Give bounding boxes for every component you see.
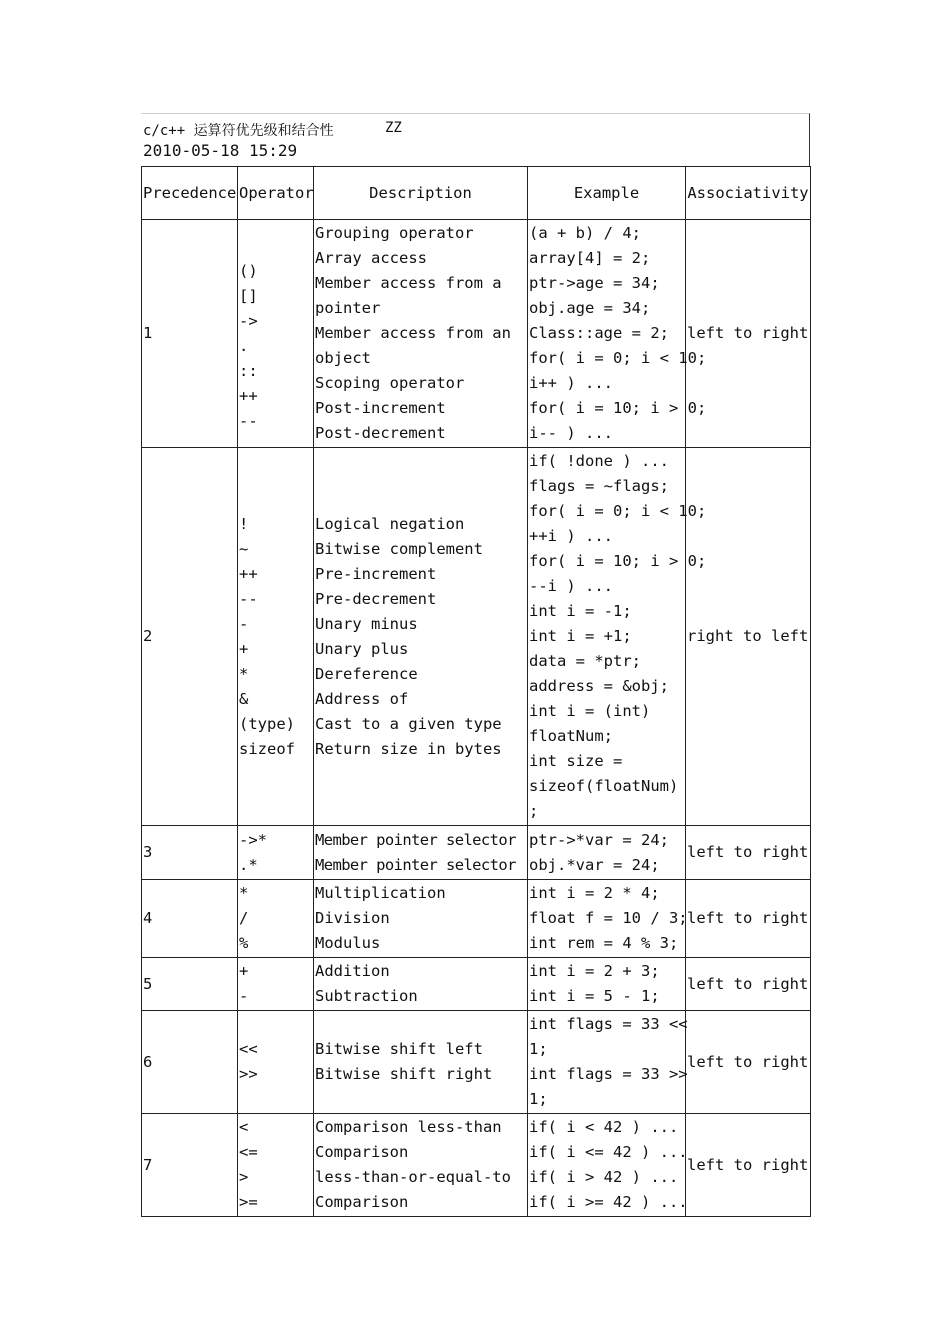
precedence-cell: 7: [142, 1114, 238, 1217]
table-row: [142, 1114, 811, 1217]
operator-cell: () [] -> . :: ++ --: [238, 220, 314, 448]
header-title-line: [143, 120, 402, 140]
description-cell: Addition Subtraction: [314, 958, 528, 1011]
precedence-cell: 5: [142, 958, 238, 1011]
example-cell: int i = 2 * 4; float f = 10 / 3; int rem = 4 % 3;: [528, 880, 686, 958]
operator-cell: + -: [238, 958, 314, 1011]
table-row: [142, 1011, 811, 1114]
description-cell: Member pointer selector Member pointer selector: [314, 826, 528, 880]
post-date: 2010-05-18 15:29: [143, 141, 298, 160]
operator-cell: * / %: [238, 880, 314, 958]
table-row: [142, 826, 811, 880]
associativity-cell: left to right: [686, 880, 811, 958]
associativity-cell: left to right: [686, 1114, 811, 1217]
associativity-cell: left to right: [686, 1011, 811, 1114]
example-cell: if( i < 42 ) ... if( i <= 42 ) ... if( i > 42 ) ... if( i >= 42 ) ...: [528, 1114, 686, 1217]
column-header-precedence: Precedence: [142, 167, 238, 220]
description-cell: Grouping operator Array access Member access from a pointer Member access from an object Scoping operator Post-increment Post-decrement: [314, 220, 528, 448]
associativity-cell: left to right: [686, 826, 811, 880]
description-cell: Logical negation Bitwise complement Pre-increment Pre-decrement Unary minus Unary plus Dereference Address of Cast to a given type Return size in bytes: [314, 448, 528, 826]
description-cell: Comparison less-than Comparison less-than-or-equal-to Comparison: [314, 1114, 528, 1217]
operator-cell: << >>: [238, 1011, 314, 1114]
example-cell: ptr->*var = 24; obj.*var = 24;: [528, 826, 686, 880]
precedence-cell: 6: [142, 1011, 238, 1114]
operator-cell: ! ~ ++ -- - + * & (type) sizeof: [238, 448, 314, 826]
document-title: c/c++ 运算符优先级和结合性: [143, 123, 334, 139]
column-header-example: Example: [528, 167, 686, 220]
author-tag: ZZ: [385, 120, 402, 136]
precedence-cell: 1: [142, 220, 238, 448]
precedence-cell: 4: [142, 880, 238, 958]
column-header-operator: Operator: [238, 167, 314, 220]
example-cell: if( !done ) ... flags = ~flags; for( i = 0; i < 10; ++i ) ... for( i = 10; i > 0; --i ) ... int i = -1; int i = +1; data = *ptr; address = &obj; int i = (int) floatNum; int size = sizeof(floatNum) ;: [528, 448, 686, 826]
precedence-cell: 2: [142, 448, 238, 826]
associativity-cell: right to left: [686, 448, 811, 826]
description-cell: Bitwise shift left Bitwise shift right: [314, 1011, 528, 1114]
description-cell: Multiplication Division Modulus: [314, 880, 528, 958]
example-cell: int flags = 33 << 1; int flags = 33 >> 1;: [528, 1011, 686, 1114]
precedence-cell: 3: [142, 826, 238, 880]
operator-cell: ->* .*: [238, 826, 314, 880]
operator-precedence-table: [141, 166, 811, 1217]
table-row: [142, 220, 811, 448]
table-row: [142, 880, 811, 958]
associativity-cell: left to right: [686, 958, 811, 1011]
table-row: [142, 958, 811, 1011]
table-row: [142, 448, 811, 826]
column-header-description: Description: [314, 167, 528, 220]
example-cell: int i = 2 + 3; int i = 5 - 1;: [528, 958, 686, 1011]
document-page: [141, 113, 810, 1217]
operator-cell: < <= > >=: [238, 1114, 314, 1217]
column-header-associativity: Associativity: [686, 167, 811, 220]
associativity-cell: left to right: [686, 220, 811, 448]
table-header-row: [142, 167, 811, 220]
example-cell: (a + b) / 4; array[4] = 2; ptr->age = 34; obj.age = 34; Class::age = 2; for( i = 0; i < 10; i++ ) ... for( i = 10; i > 0; i-- ) ...: [528, 220, 686, 448]
document-header: [141, 113, 810, 166]
